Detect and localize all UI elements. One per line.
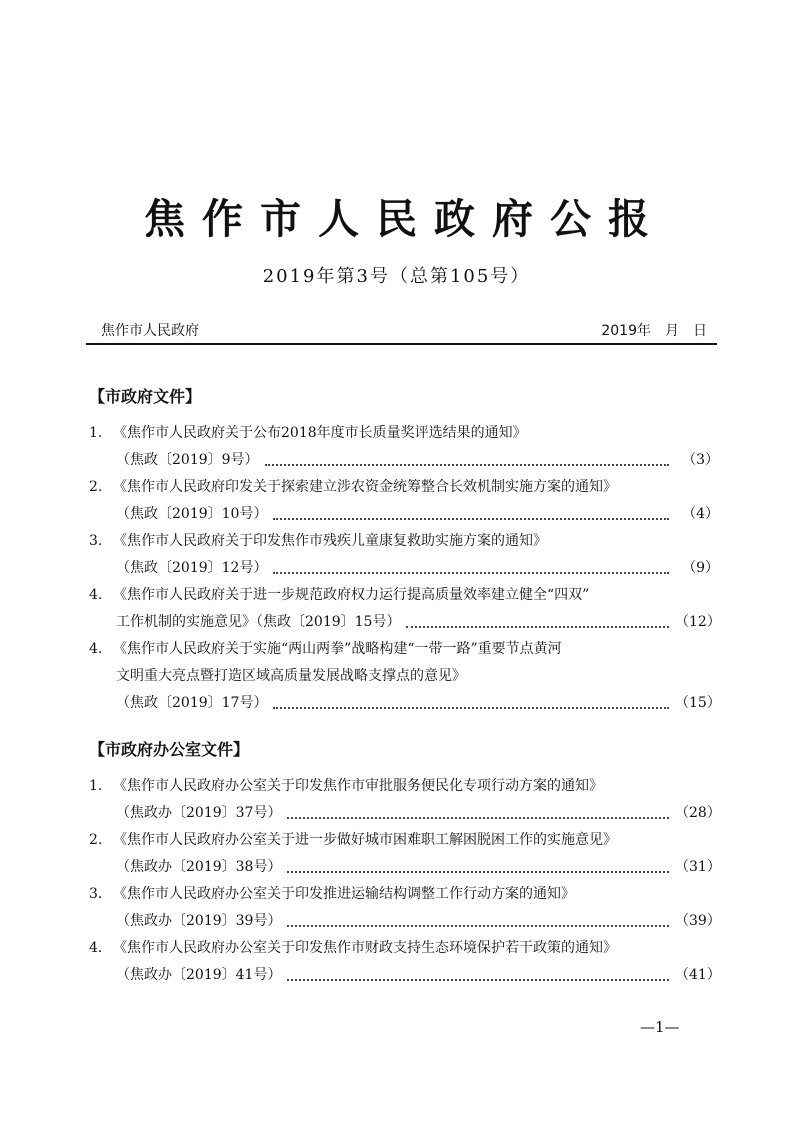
entry-page: （3） — [682, 452, 719, 468]
entry-number: 1. — [89, 425, 103, 441]
leader-dots — [287, 871, 669, 873]
issue-number: 2019年第3号（总第105号） — [262, 266, 531, 287]
entry-title: 《焦作市人民政府办公室关于印发推进运输结构调整工作行动方案的通知》 — [113, 886, 575, 902]
entry-page: （39） — [675, 913, 721, 929]
entry-title: 《焦作市人民政府关于印发焦作市残疾儿童康复救助实施方案的通知》 — [113, 533, 547, 549]
entry-page: （15） — [675, 695, 721, 711]
toc-entry[interactable] — [89, 420, 719, 474]
leader-dots — [287, 979, 669, 981]
entry-number: 2. — [89, 479, 103, 495]
publisher: 焦作市人民政府 — [101, 323, 199, 339]
leader-dots — [273, 707, 669, 709]
entry-number: 3. — [89, 886, 103, 902]
entry-doc-number: 工作机制的实施意见》（焦政〔2019〕15号） — [116, 614, 401, 630]
section-city-government-office-documents — [89, 733, 719, 989]
entry-number: 4. — [89, 587, 103, 603]
entry-number: 3. — [89, 533, 103, 549]
entry-page: （9） — [682, 560, 719, 576]
entry-doc-number: （焦政〔2019〕9号） — [116, 452, 259, 468]
section-city-government-documents — [89, 380, 719, 717]
bulletin-title: 焦作市人民政府公报 — [144, 195, 666, 243]
entry-title: 《焦作市人民政府关于进一步规范政府权力运行提高质量效率建立健全“四双” — [113, 587, 590, 603]
toc-entry[interactable] — [89, 935, 719, 989]
toc-entry[interactable] — [89, 636, 719, 717]
entry-title: 《焦作市人民政府关于实施“两山两拳”战略构建“一带一路”重要节点黄河 — [113, 641, 562, 657]
toc-entry[interactable] — [89, 773, 719, 827]
leader-dots — [287, 817, 669, 819]
toc-entry[interactable] — [89, 528, 719, 582]
masthead-divider — [86, 343, 717, 345]
entry-page: （41） — [675, 967, 721, 983]
section-heading: 【市政府文件】 — [89, 387, 202, 406]
entry-title: 《焦作市人民政府办公室关于进一步做好城市困难职工解困脱困工作的实施意见》 — [113, 832, 617, 848]
entry-title-continued: 文明重大亮点暨打造区域高质量发展战略支撑点的意见》 — [116, 668, 466, 684]
entry-number: 2. — [89, 832, 103, 848]
entry-doc-number: （焦政办〔2019〕38号） — [116, 859, 282, 875]
masthead — [101, 318, 711, 340]
entry-doc-number: （焦政〔2019〕12号） — [116, 560, 268, 576]
entry-doc-number: （焦政〔2019〕10号） — [116, 506, 268, 522]
section-heading: 【市政府办公室文件】 — [89, 740, 250, 759]
entry-page: （31） — [675, 859, 721, 875]
page-number: —1— — [640, 1018, 680, 1036]
toc-entry[interactable] — [89, 582, 719, 636]
leader-dots — [273, 518, 669, 520]
leader-dots — [287, 925, 669, 927]
leader-dots — [273, 572, 669, 574]
publish-date: 2019年 月 日 — [601, 323, 707, 339]
entry-title: 《焦作市人民政府印发关于探索建立涉农资金统筹整合长效机制实施方案的通知》 — [113, 479, 617, 495]
leader-dots — [406, 626, 669, 628]
entry-doc-number: （焦政〔2019〕17号） — [116, 695, 268, 711]
entry-title: 《焦作市人民政府关于公布2018年度市长质量奖评选结果的通知》 — [113, 425, 527, 441]
entry-doc-number: （焦政办〔2019〕39号） — [116, 913, 282, 929]
leader-dots — [265, 464, 669, 466]
entry-doc-number: （焦政办〔2019〕41号） — [116, 967, 282, 983]
entry-number: 1. — [89, 778, 103, 794]
entry-number: 4. — [89, 641, 103, 657]
entry-page: （28） — [675, 805, 721, 821]
toc-entry[interactable] — [89, 827, 719, 881]
toc-entry[interactable] — [89, 474, 719, 528]
entry-page: （4） — [682, 506, 719, 522]
entry-title: 《焦作市人民政府办公室关于印发焦作市审批服务便民化专项行动方案的通知》 — [113, 778, 603, 794]
entry-doc-number: （焦政办〔2019〕37号） — [116, 805, 282, 821]
entry-title: 《焦作市人民政府办公室关于印发焦作市财政支持生态环境保护若干政策的通知》 — [113, 940, 617, 956]
entry-page: （12） — [675, 614, 721, 630]
entry-number: 4. — [89, 940, 103, 956]
toc-entry[interactable] — [89, 881, 719, 935]
